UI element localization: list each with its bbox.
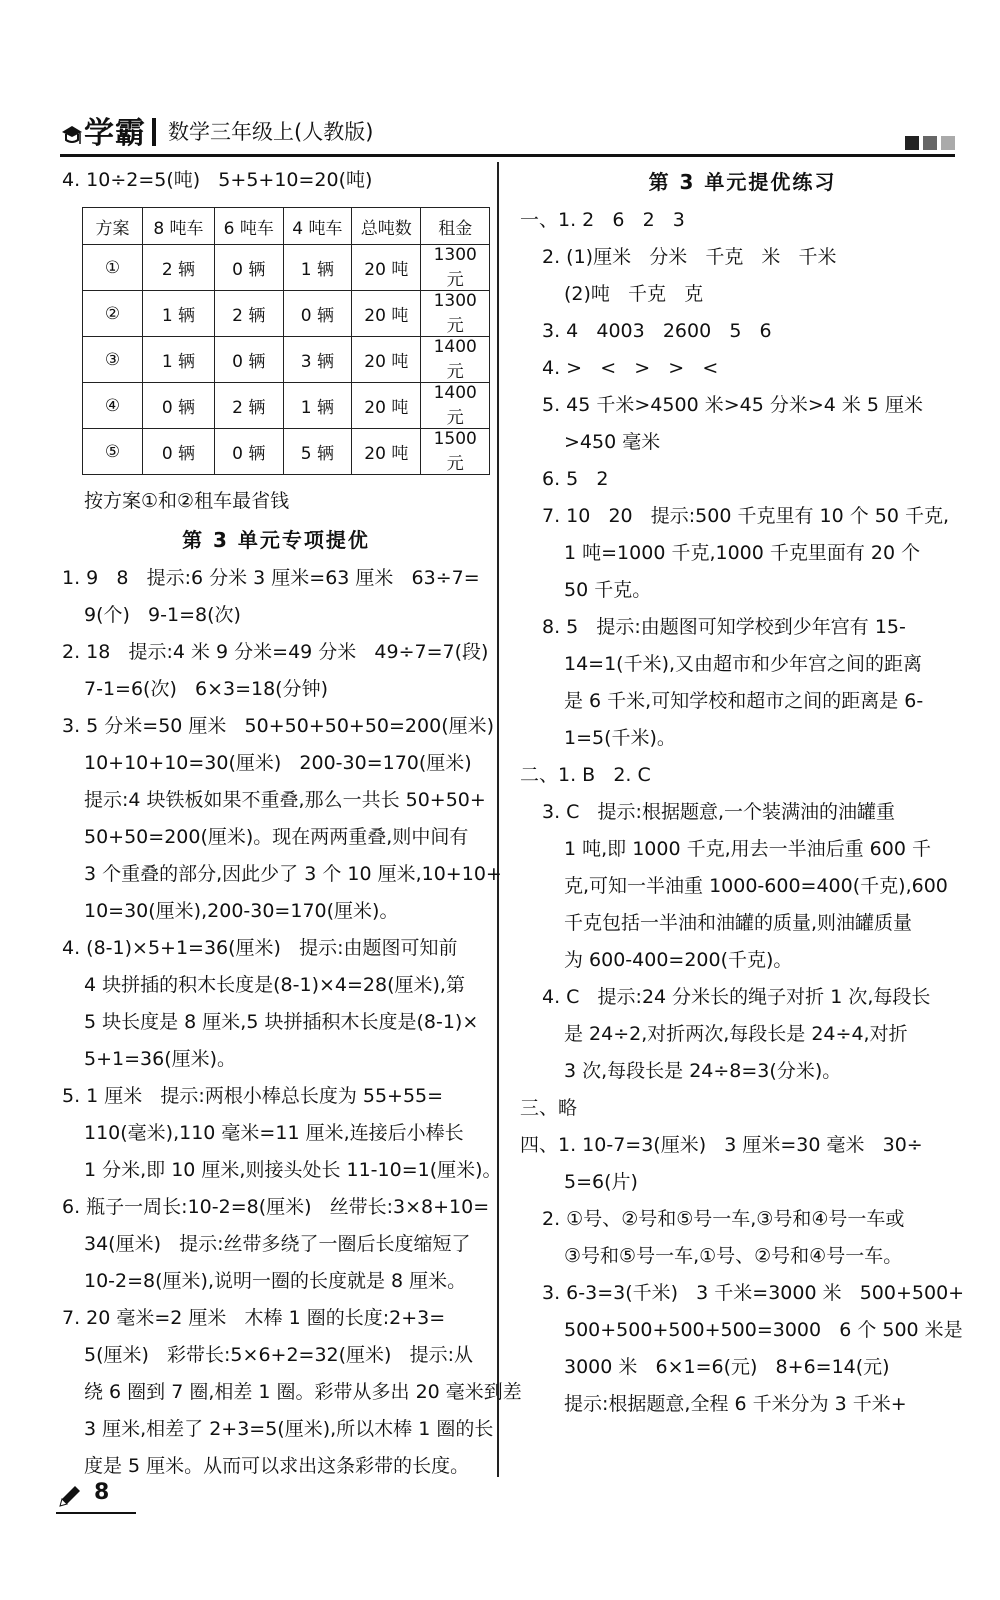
answer-lines	[520, 202, 965, 1423]
table-cell: 2 辆	[214, 383, 283, 429]
table-cell: 1300 元	[421, 245, 490, 291]
graduation-cap-icon	[60, 124, 82, 152]
answer-line: 5 块长度是 8 厘米,5 块拼插积木长度是(8-1)×	[84, 1011, 479, 1033]
table-cell: ②	[83, 291, 143, 337]
answer-line: 4 块拼插的积木长度是(8-1)×4=28(厘米),第	[84, 974, 465, 996]
answer-line: 34(厘米) 提示:丝带多绕了一圈后长度缩短了	[84, 1233, 471, 1255]
table-header-row	[83, 208, 490, 245]
table-header-cell: 方案	[83, 208, 143, 245]
table-row	[83, 383, 490, 429]
table-row	[83, 245, 490, 291]
answer-line: 5. 45 千米>4500 米>45 分米>4 米 5 厘米	[542, 394, 924, 416]
answer-line: 4. 10÷2=5(吨) 5+5+10=20(吨)	[62, 169, 373, 191]
table-cell: 0 辆	[214, 429, 283, 475]
table-cell: 0 辆	[142, 383, 214, 429]
table-cell: 20 吨	[352, 383, 421, 429]
answer-line: 克,可知一半油重 1000-600=400(千克),600	[564, 875, 948, 897]
book-title: 数学三年级上(人教版)	[168, 120, 374, 144]
table-cell: 2 辆	[142, 245, 214, 291]
answer-line: 7-1=6(次) 6×3=18(分钟)	[84, 678, 329, 700]
answer-line: 二、1. B 2. C	[520, 764, 651, 786]
answer-line: 提示:根据题意,全程 6 千米分为 3 千米+	[564, 1393, 907, 1415]
answer-line: 9(个) 9-1=8(次)	[84, 604, 241, 626]
table-cell: 0 辆	[214, 245, 283, 291]
answer-line: 50 千克。	[564, 579, 652, 601]
answer-line: 500+500+500+500=3000 6 个 500 米是	[564, 1319, 963, 1341]
answer-line: ③号和⑤号一车,①号、②号和④号一车。	[564, 1245, 903, 1267]
table-header-cell: 总吨数	[352, 208, 421, 245]
page-header	[60, 98, 955, 158]
answer-lines	[62, 560, 522, 1485]
answer-line: 5+1=36(厘米)。	[84, 1048, 237, 1070]
answer-line: 1=5(千米)。	[564, 727, 676, 749]
table-cell: 1 辆	[283, 245, 352, 291]
table-cell: 20 吨	[352, 245, 421, 291]
answer-line: 110(毫米),110 毫米=11 厘米,连接后小棒长	[84, 1122, 464, 1144]
square-mark	[923, 136, 937, 150]
answer-line: 7. 20 毫米=2 厘米 木棒 1 圈的长度:2+3=	[62, 1307, 446, 1329]
page-footer	[56, 1480, 206, 1516]
table-header-cell: 6 吨车	[214, 208, 283, 245]
answer-line: 3 厘米,相差了 2+3=5(厘米),所以木棒 1 圈的长	[84, 1418, 494, 1440]
answer-line: 千克包括一半油和油罐的质量,则油罐质量	[564, 912, 913, 934]
table-row	[83, 337, 490, 383]
table-body	[83, 245, 490, 475]
answer-line: 8. 5 提示:由题图可知学校到少年宫有 15-	[542, 616, 906, 638]
answer-line: 是 6 千米,可知学校和超市之间的距离是 6-	[564, 690, 924, 712]
table-row	[83, 291, 490, 337]
answer-line: 度是 5 厘米。从而可以求出这条彩带的长度。	[84, 1455, 470, 1477]
table-cell: ⑤	[83, 429, 143, 475]
answer-line: 50+50=200(厘米)。现在两两重叠,则中间有	[84, 826, 469, 848]
answer-line: 一、1. 2 6 2 3	[520, 209, 685, 231]
table-row	[83, 429, 490, 475]
header-separator	[152, 118, 156, 146]
rental-plan-table	[82, 207, 490, 475]
table-cell: 1 辆	[142, 337, 214, 383]
answer-line: 3 个重叠的部分,因此少了 3 个 10 厘米,10+10+	[84, 863, 502, 885]
table-cell: ①	[83, 245, 143, 291]
answer-line: 5. 1 厘米 提示:两根小棒总长度为 55+55=	[62, 1085, 444, 1107]
right-column	[520, 162, 965, 1423]
table-cell: 1500 元	[421, 429, 490, 475]
answer-line: 2. ①号、②号和⑤号一车,③号和④号一车或	[542, 1208, 905, 1230]
answer-line: 绕 6 圈到 7 圈,相差 1 圈。彩带从多出 20 毫米到差	[84, 1381, 522, 1403]
table-cell: 20 吨	[352, 429, 421, 475]
table-cell: 1 辆	[142, 291, 214, 337]
answer-line: 1. 9 8 提示:6 分米 3 厘米=63 厘米 63÷7=	[62, 567, 480, 589]
table-cell: 0 辆	[283, 291, 352, 337]
table-cell: ③	[83, 337, 143, 383]
table-cell: 1300 元	[421, 291, 490, 337]
table-cell: 1400 元	[421, 337, 490, 383]
header-squares	[905, 136, 955, 150]
table-cell: 0 辆	[214, 337, 283, 383]
answer-line: 四、1. 10-7=3(厘米) 3 厘米=30 毫米 30÷	[520, 1134, 923, 1156]
answer-line: 10-2=8(厘米),说明一圈的长度就是 8 厘米。	[84, 1270, 467, 1292]
answer-line: 4. C 提示:24 分米长的绳子对折 1 次,每段长	[542, 986, 931, 1008]
answer-line: 5=6(片)	[564, 1171, 638, 1193]
answer-line: 3. 6-3=3(千米) 3 千米=3000 米 500+500+	[542, 1282, 965, 1304]
answer-line: 三、略	[520, 1097, 578, 1119]
logo	[60, 104, 146, 152]
column-divider	[497, 162, 499, 1477]
table-header-cell: 租金	[421, 208, 490, 245]
answer-line: 1 吨=1000 千克,1000 千克里面有 20 个	[564, 542, 921, 564]
answer-line: 6. 5 2	[542, 468, 609, 490]
answer-line: >450 毫米	[564, 431, 661, 453]
answer-line: 10+10+10=30(厘米) 200-30=170(厘米)	[84, 752, 472, 774]
answer-line: 3. C 提示:根据题意,一个装满油的油罐重	[542, 801, 895, 823]
table-cell: 1400 元	[421, 383, 490, 429]
answer-line: 3. 5 分米=50 厘米 50+50+50+50=200(厘米)	[62, 715, 495, 737]
answer-line: 1 分米,即 10 厘米,则接头处长 11-10=1(厘米)。	[84, 1159, 502, 1181]
table-cell: 20 吨	[352, 337, 421, 383]
answer-line: (2)吨 千克 克	[564, 283, 704, 305]
footer-rule	[56, 1512, 136, 1514]
answer-line: 4. > < > > <	[542, 357, 719, 379]
table-cell: 0 辆	[142, 429, 214, 475]
answer-line: 1 吨,即 1000 千克,用去一半油后重 600 千	[564, 838, 931, 860]
left-column	[62, 162, 522, 1485]
square-mark	[941, 136, 955, 150]
answer-line: 为 600-400=200(千克)。	[564, 949, 793, 971]
answer-line: 3. 4 4003 2600 5 6	[542, 320, 772, 342]
logo-text: 学霸	[84, 116, 146, 151]
answer-line: 4. (8-1)×5+1=36(厘米) 提示:由题图可知前	[62, 937, 458, 959]
page-number: 8	[94, 1480, 110, 1505]
table-cell: 20 吨	[352, 291, 421, 337]
header-rule	[60, 154, 955, 157]
table-header-cell: 8 吨车	[142, 208, 214, 245]
table-cell: ④	[83, 383, 143, 429]
square-mark	[905, 136, 919, 150]
table-cell: 3 辆	[283, 337, 352, 383]
answer-line: 3 次,每段长是 24÷8=3(分米)。	[564, 1060, 842, 1082]
section-title: 第 3 单元专项提优	[182, 528, 370, 552]
section-title: 第 3 单元提优练习	[648, 170, 837, 194]
answer-line: 提示:4 块铁板如果不重叠,那么一共长 50+50+	[84, 789, 486, 811]
table-cell: 2 辆	[214, 291, 283, 337]
conclusion-text: 按方案①和②租车最省钱	[84, 490, 290, 512]
answer-line: 10=30(厘米),200-30=170(厘米)。	[84, 900, 399, 922]
table-header-cell: 4 吨车	[283, 208, 352, 245]
answer-line: 7. 10 20 提示:500 千克里有 10 个 50 千克,	[542, 505, 950, 527]
answer-line: 6. 瓶子一周长:10-2=8(厘米) 丝带长:3×8+10=	[62, 1196, 490, 1218]
answer-line: 是 24÷2,对折两次,每段长是 24÷4,对折	[564, 1023, 908, 1045]
pencil-icon	[56, 1484, 82, 1510]
table-cell: 1 辆	[283, 383, 352, 429]
answer-line: 5(厘米) 彩带长:5×6+2=32(厘米) 提示:从	[84, 1344, 473, 1366]
answer-line: 14=1(千米),又由超市和少年宫之间的距离	[564, 653, 923, 675]
answer-line: 3000 米 6×1=6(元) 8+6=14(元)	[564, 1356, 890, 1378]
answer-line: 2. (1)厘米 分米 千克 米 千米	[542, 246, 837, 268]
answer-line: 2. 18 提示:4 米 9 分米=49 分米 49÷7=7(段)	[62, 641, 489, 663]
table-cell: 5 辆	[283, 429, 352, 475]
